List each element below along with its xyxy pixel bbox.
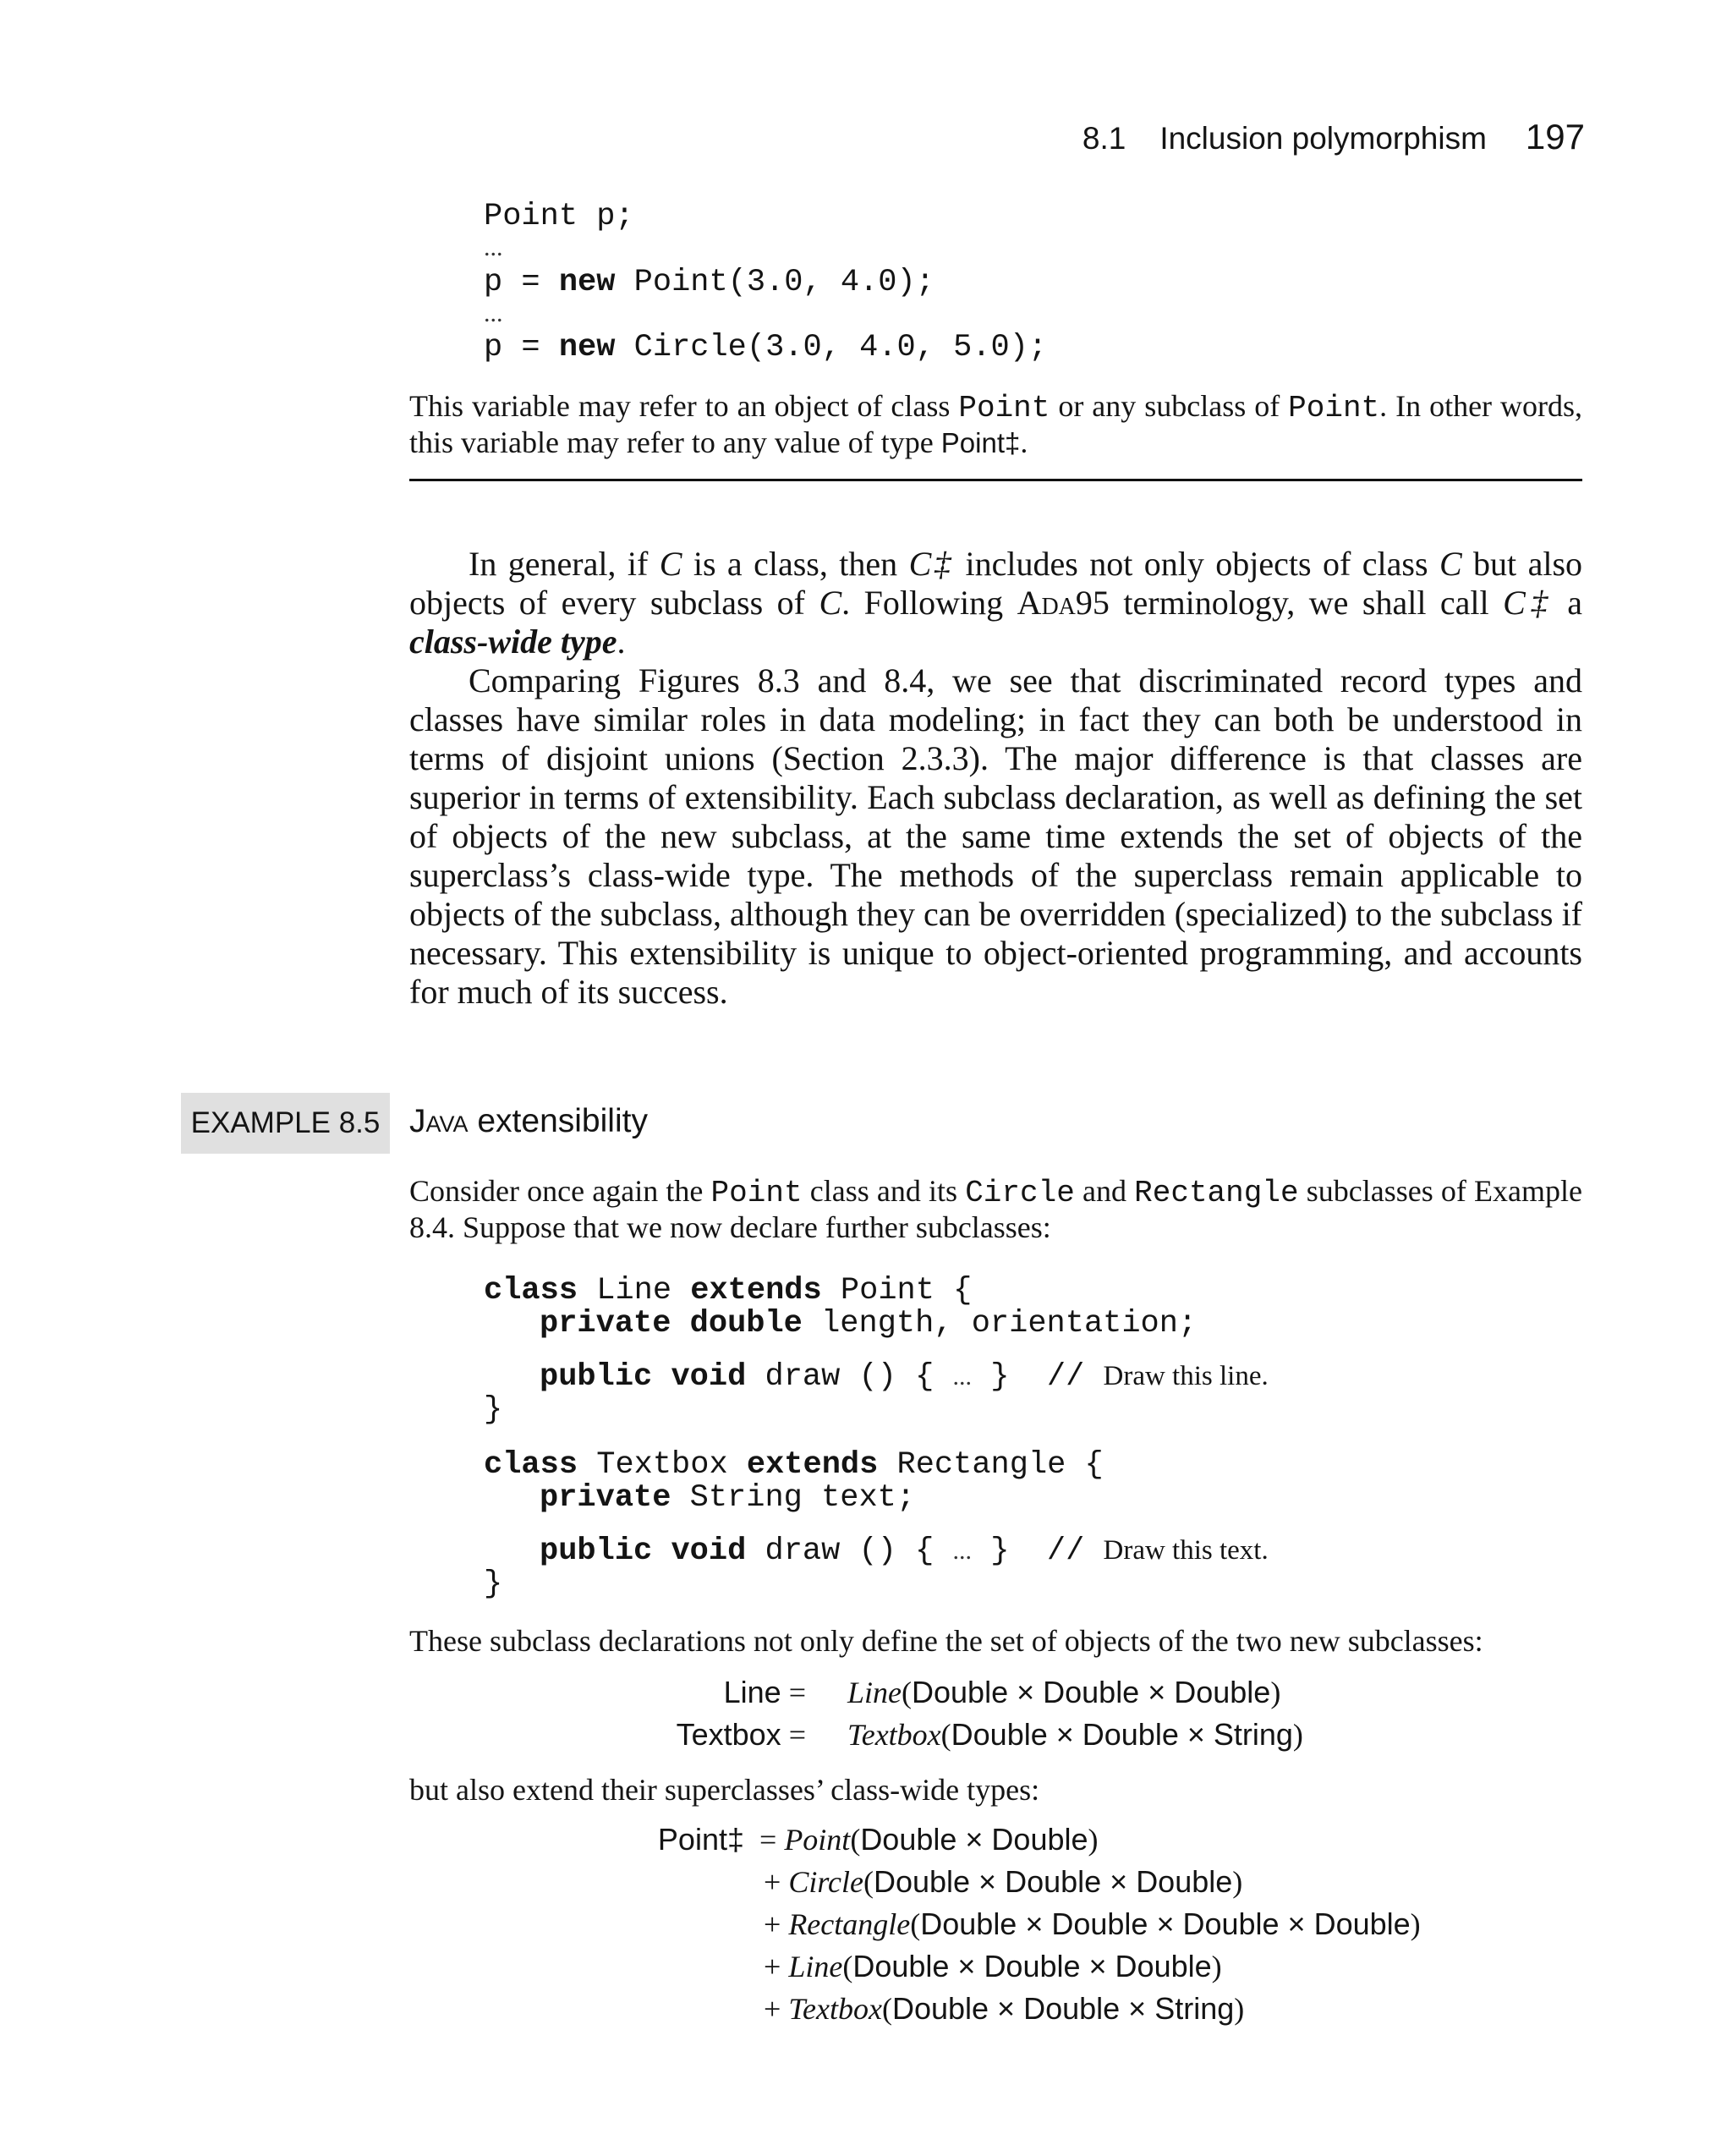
code-class-line: class Line extends Point { (484, 1273, 973, 1308)
term-class-wide-type: class-wide type (409, 623, 617, 661)
example-title: Java extensibility (409, 1103, 648, 1139)
code-class-textbox: class Textbox extends Rectangle { (484, 1447, 1104, 1483)
code-ellipsis: ... (484, 299, 503, 327)
cw-term: + Textbox(Double × Double × String) (764, 1991, 1245, 2026)
section-number: 8.1 (1082, 121, 1126, 156)
eq-line-rhs: Line(Double × Double × Double) (847, 1675, 1281, 1709)
paragraph-extensibility: Comparing Figures 8.3 and 8.4, we see that discriminated record types and classes have similar roles in data modeling; in fact they can both be understood in terms of disjoint unions (Section 2.3.3). The major difference is that classes are superior in terms of extensibility. Each subclass declaration, as well as defining the set of objects of the new subclass, at the same time extends the set of objects of the superclass’s class-wide type. The methods of the superclass remain applicable to objects of the subclass, although they can be overridden (specialized) to the subclass if necessary. This extensibility is unique to object-oriented programming, and accounts for much of its success. (409, 661, 1582, 1011)
code-line-new-point: p = new Point(3.0, 4.0); (484, 265, 935, 300)
code-close-brace: } (484, 1392, 503, 1428)
example-label: EXAMPLE 8.5 (181, 1093, 390, 1154)
cw-term: + Line(Double × Double × Double) (764, 1949, 1222, 1983)
page-number: 197 (1525, 117, 1585, 156)
cw-lhs: Point‡ (657, 1822, 744, 1857)
eq-textbox-rhs: Textbox(Double × Double × String) (847, 1717, 1303, 1752)
section-title: Inclusion polymorphism (1159, 121, 1487, 156)
after-code-text: These subclass declarations not only define the set of objects of the two new subclasses: (409, 1624, 1483, 1658)
code-line-draw: public void draw () { ... } // Draw this line. (540, 1359, 1269, 1395)
eq-textbox-lhs: Textbox = (676, 1717, 806, 1752)
example-intro-text: Consider once again the Point class and its Circle and Rectangle subclasses of Example 8.4. Suppose that we now declare further subclasses: (409, 1174, 1582, 1244)
code-close-brace: } (484, 1566, 503, 1602)
code-line-fields: private double length, orientation; (540, 1306, 1198, 1341)
code-textbox-draw: public void draw () { ... } // Draw this text. (540, 1533, 1269, 1569)
code-line-declaration: Point p; (484, 199, 634, 234)
eq-line-lhs: Line = (723, 1675, 806, 1709)
code-textbox-fields: private String text; (540, 1480, 916, 1516)
paragraph-class-wide-type: In general, if C is a class, then C‡ includes not only objects of class C but also objects of every subclass of C. Following Ada95 terminology, we shall call C‡ a class-wide type. (409, 545, 1583, 661)
code-ellipsis: ... (484, 233, 503, 261)
cw-term: + Circle(Double × Double × Double) (764, 1864, 1243, 1899)
code-line-new-circle: p = new Circle(3.0, 4.0, 5.0); (484, 330, 1048, 365)
example-conclusion-text: This variable may refer to an object of class Point or any subclass of Point. In other words, this variable may refer to any value of type Point‡. (409, 389, 1582, 459)
body-text (409, 545, 1582, 1012)
running-header (1082, 117, 1585, 157)
cw-term: + Rectangle(Double × Double × Double × Double) (764, 1906, 1421, 1941)
but-also-text: but also extend their superclasses’ class-wide types: (409, 1773, 1040, 1807)
example-end-rule (409, 479, 1582, 481)
cw-term: = Point(Double × Double) (759, 1822, 1099, 1857)
